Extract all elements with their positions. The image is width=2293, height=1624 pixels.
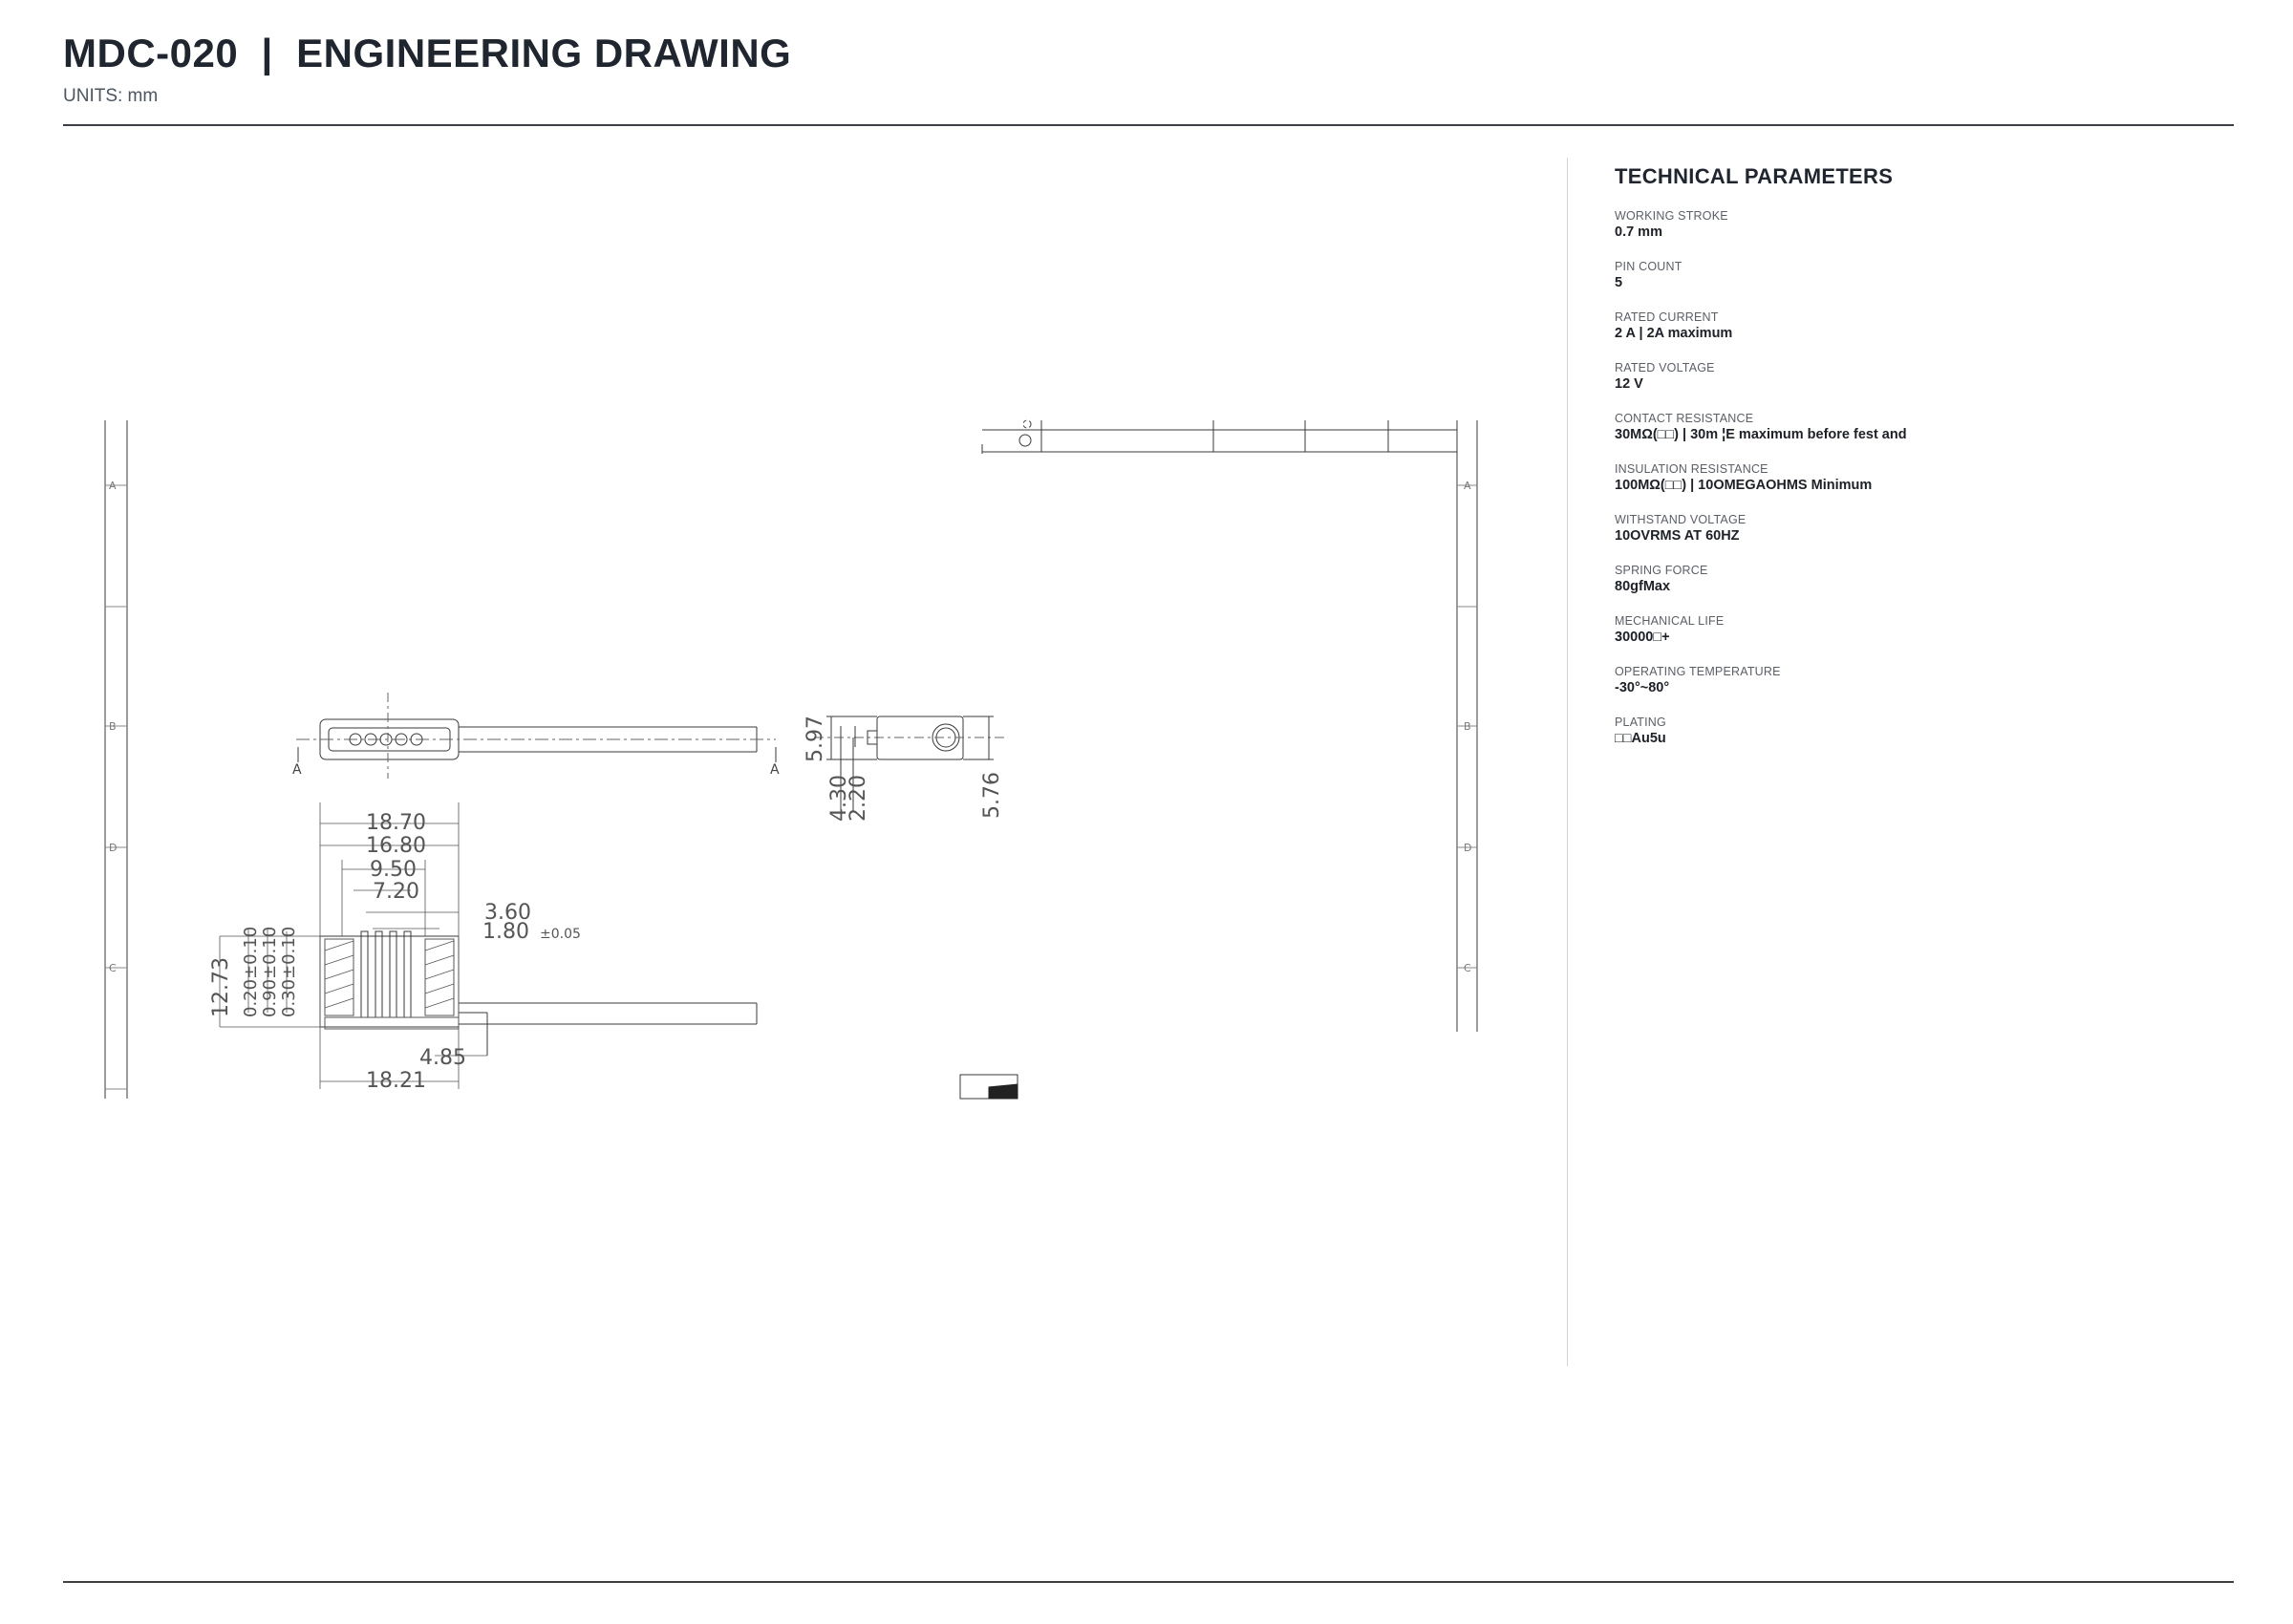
param-value: 30000□+ [1615, 630, 1670, 645]
param-label: RATED VOLTAGE [1615, 361, 1715, 374]
drawing-header [63, 29, 2230, 107]
param-spring-force [1615, 563, 2207, 596]
param-value: 2 A | 2A maximum [1615, 326, 1733, 341]
param-label: WITHSTAND VOLTAGE [1615, 513, 1747, 526]
param-label: PLATING [1615, 716, 1666, 729]
param-rated-current [1615, 310, 2207, 343]
drawing-canvas [96, 401, 1490, 1108]
param-label: OPERATING TEMPERATURE [1615, 665, 1781, 678]
param-insulation-resistance [1615, 461, 2207, 495]
param-value: 12 V [1615, 376, 1643, 392]
connector-head-top [320, 719, 459, 759]
dim-1-80: 1.80 [482, 920, 529, 944]
technical-parameters-panel [1615, 164, 2207, 765]
zone-label-b-right: B [1464, 720, 1471, 733]
zone-label-d-right: D [1464, 842, 1472, 854]
param-mechanical-life [1615, 613, 2207, 647]
dim-5-76: 5.76 [980, 772, 1004, 819]
params-title: TECHNICAL PARAMETERS [1615, 164, 1894, 188]
param-plating [1615, 715, 2207, 748]
page-title: MDC-020 | ENGINEERING DRAWING [63, 31, 792, 75]
zone-label-a-right: A [1464, 480, 1471, 492]
dim-0-90: 0.90±0.10 [260, 926, 280, 1017]
zone-label-b-left: B [109, 720, 117, 733]
param-value: -30°~80° [1615, 680, 1670, 695]
param-value: □□Au5u [1615, 731, 1666, 746]
dim-4-30: 4.30 [827, 775, 851, 822]
param-label: INSULATION RESISTANCE [1615, 462, 1768, 476]
dim-1-80-tolerance: ±0.05 [540, 927, 581, 942]
zone-label-c-left: C [109, 962, 117, 974]
param-value: 80gfMax [1615, 579, 1671, 594]
param-value: 5 [1615, 275, 1623, 290]
param-contact-resistance [1615, 411, 2207, 444]
dim-5-97: 5.97 [804, 716, 827, 762]
dim-9-50: 9.50 [370, 858, 417, 882]
header-rule [63, 124, 2234, 126]
dim-2-20: 2.20 [846, 775, 870, 822]
zone-label-a-left: A [109, 480, 117, 492]
param-withstand-voltage [1615, 512, 2207, 545]
param-label: RATED CURRENT [1615, 310, 1719, 324]
param-label: PIN COUNT [1615, 260, 1682, 273]
section-label-right: A [770, 762, 780, 778]
param-label: MECHANICAL LIFE [1615, 614, 1725, 628]
param-value: 10OVRMS AT 60HZ [1615, 528, 1740, 544]
dim-0-30: 0.30±0.10 [279, 926, 299, 1017]
param-label: SPRING FORCE [1615, 564, 1708, 577]
dim-18-21: 18.21 [366, 1069, 426, 1093]
param-working-stroke [1615, 208, 2207, 242]
param-rated-voltage [1615, 360, 2207, 394]
dim-7-20: 7.20 [373, 880, 419, 904]
param-value: 100MΩ(□□) | 10OMEGAOHMS Minimum [1615, 478, 1873, 493]
dim-3-60: 3.60 [484, 901, 531, 925]
dim-4-85: 4.85 [419, 1046, 466, 1070]
dim-16-80: 16.80 [366, 834, 426, 858]
dim-18-70: 18.70 [366, 811, 426, 835]
dim-12-73: 12.73 [209, 957, 233, 1017]
section-label-left: A [292, 762, 302, 778]
panel-divider [1567, 158, 1568, 1366]
param-pin-count [1615, 259, 2207, 292]
units-label: UNITS: mm [63, 86, 159, 106]
zone-label-d-left: D [109, 842, 118, 854]
dim-0-20: 0.20±0.10 [241, 926, 261, 1017]
param-label: CONTACT RESISTANCE [1615, 412, 1754, 425]
param-value: 30MΩ(□□) | 30m ¦E maximum before fest and [1615, 427, 1907, 442]
zone-label-c-right: C [1464, 962, 1471, 974]
engineering-drawing [96, 401, 1490, 1108]
footer-rule [63, 1581, 2234, 1583]
param-label: WORKING STROKE [1615, 209, 1728, 223]
param-value: 0.7 mm [1615, 224, 1662, 240]
param-operating-temperature [1615, 664, 2207, 697]
